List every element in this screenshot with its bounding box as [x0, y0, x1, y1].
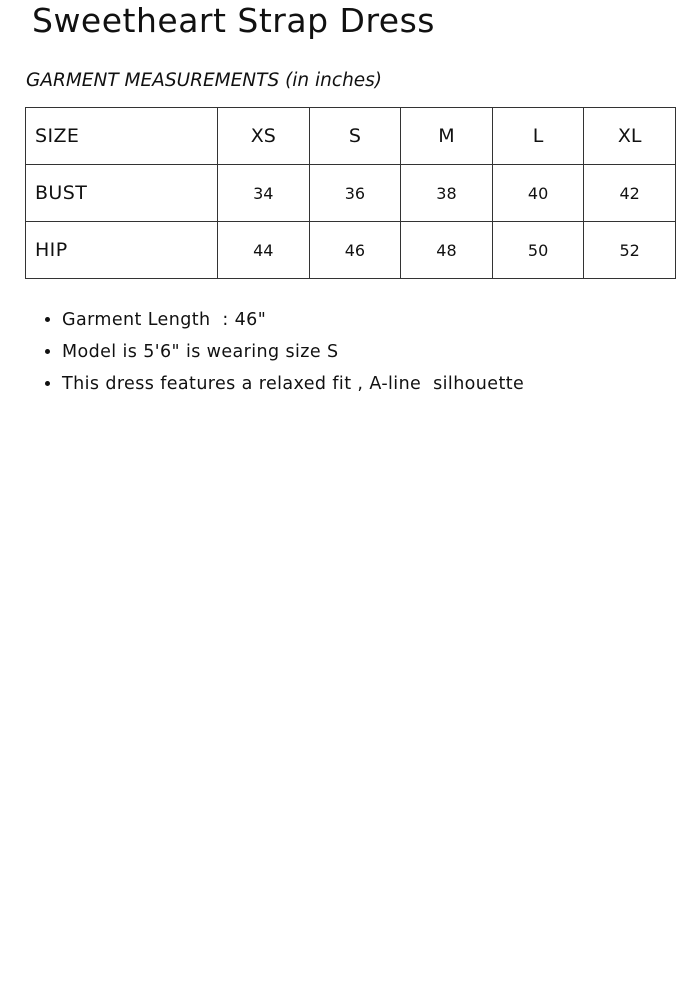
- measurement-cell: 46: [309, 222, 401, 279]
- table-row-bust: [26, 165, 676, 222]
- measurements-heading: GARMENT MEASUREMENTS (in inches): [26, 70, 383, 91]
- size-header-cell: XS: [218, 108, 310, 165]
- size-header-cell: S: [309, 108, 401, 165]
- list-item: • This dress features a relaxed fit , A-line silhouette: [62, 370, 524, 402]
- row-label-cell: HIP: [26, 222, 218, 279]
- measurement-cell: 50: [492, 222, 584, 279]
- measurement-cell: 34: [218, 165, 310, 222]
- size-header-cell: M: [401, 108, 493, 165]
- list-item: • Garment Length : 46": [62, 306, 524, 338]
- header-label-cell: SIZE: [26, 108, 218, 165]
- measurement-cell: 38: [401, 165, 493, 222]
- size-chart-table: [25, 107, 676, 279]
- garment-notes-list: [24, 306, 524, 402]
- size-header-cell: XL: [584, 108, 676, 165]
- row-label-cell: BUST: [26, 165, 218, 222]
- measurement-cell: 44: [218, 222, 310, 279]
- table-header-row: [26, 108, 676, 165]
- measurement-cell: 48: [401, 222, 493, 279]
- measurement-cell: 52: [584, 222, 676, 279]
- table-row-hip: [26, 222, 676, 279]
- size-header-cell: L: [492, 108, 584, 165]
- list-item: • Model is 5'6" is wearing size S: [62, 338, 524, 370]
- measurement-cell: 42: [584, 165, 676, 222]
- measurement-cell: 40: [492, 165, 584, 222]
- page-title: Sweetheart Strap Dress: [32, 1, 435, 40]
- measurement-cell: 36: [309, 165, 401, 222]
